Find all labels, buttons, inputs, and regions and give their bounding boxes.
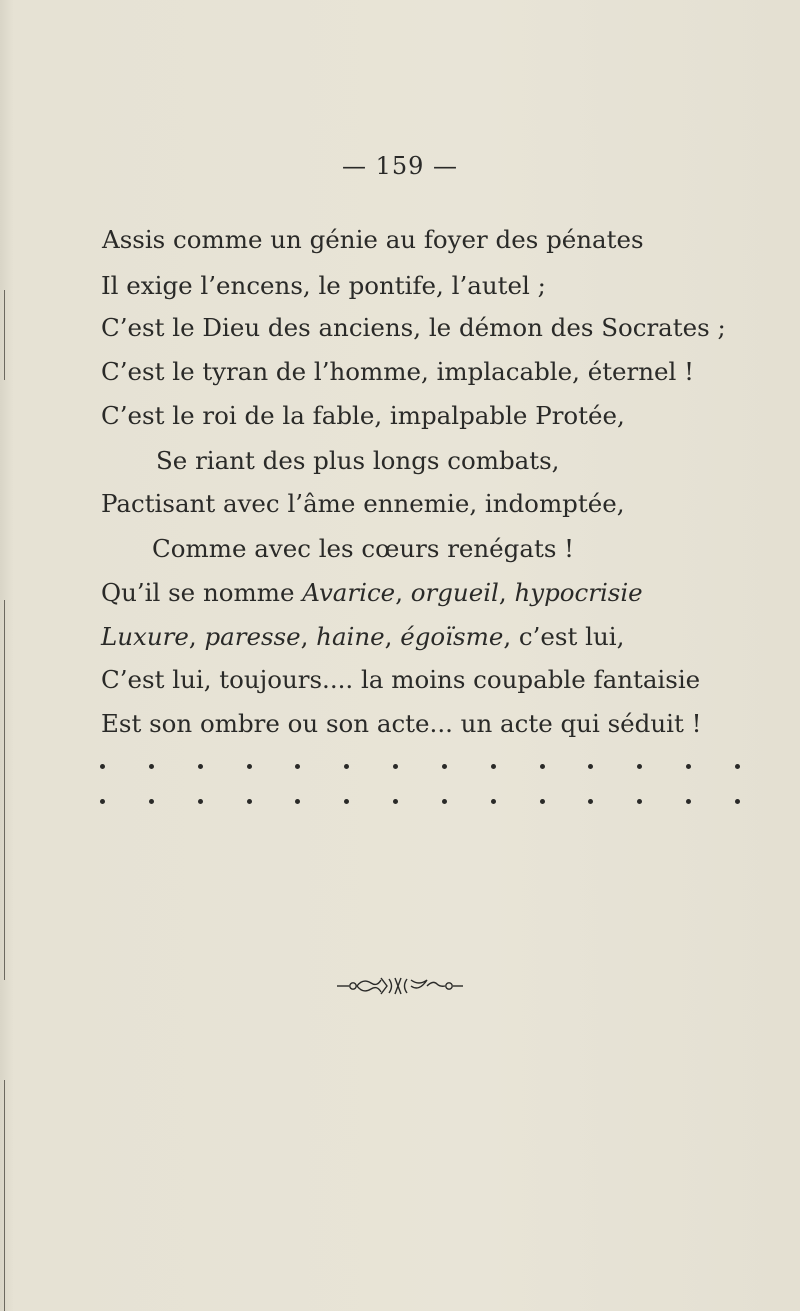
page-number: — 159 —	[341, 152, 459, 180]
dot	[735, 764, 740, 769]
dot	[637, 799, 642, 804]
verse-line-5: C’est le roi de la fable, impalpable Protée,	[101, 401, 625, 430]
dot	[344, 799, 349, 804]
vice-word: Avarice	[302, 578, 396, 607]
vice-word: égoïsme	[400, 622, 504, 651]
dot	[491, 799, 496, 804]
dot	[686, 799, 691, 804]
vice-word: orgueil	[410, 578, 499, 607]
dot	[637, 764, 642, 769]
vice-word: hypocrisie	[514, 578, 643, 607]
dot	[100, 764, 105, 769]
verse-text: ,	[498, 578, 515, 607]
dot	[540, 764, 545, 769]
vice-word: haine	[316, 622, 385, 651]
verse-text: , c’est lui,	[503, 622, 625, 651]
dot	[149, 799, 154, 804]
verse-text: ,	[188, 622, 205, 651]
dot	[393, 764, 398, 769]
dot	[247, 764, 252, 769]
dot	[393, 799, 398, 804]
page-edge-mark	[4, 1080, 5, 1311]
dot	[735, 799, 740, 804]
verse-line-1: Assis comme un génie au foyer des pénates	[102, 225, 644, 254]
ornament-icon	[0, 974, 800, 998]
verse-line-11: C’est lui, toujours.... la moins coupable fantaisie	[101, 665, 701, 694]
dot	[149, 764, 154, 769]
verse-text: ,	[395, 578, 411, 607]
verse-line-3: C’est le Dieu des anciens, le démon des Socrates ;	[101, 313, 726, 342]
verse-text: Qu’il se nomme	[101, 578, 303, 607]
dot	[198, 799, 203, 804]
verse-text: ,	[384, 622, 401, 651]
verse-line-8: Comme avec les cœurs renégats !	[152, 534, 575, 563]
verse-text: ,	[300, 622, 317, 651]
verse-line-12: Est son ombre ou son acte... un acte qui séduit !	[101, 709, 702, 738]
dot	[198, 764, 203, 769]
dot	[442, 799, 447, 804]
dot	[295, 764, 300, 769]
dot	[100, 799, 105, 804]
dot	[588, 764, 593, 769]
verse-line-2: Il exige l’encens, le pontife, l’autel ;	[101, 271, 546, 300]
vice-word: Luxure	[101, 622, 189, 651]
dot	[540, 799, 545, 804]
dot	[686, 764, 691, 769]
page-edge-mark	[4, 600, 5, 980]
verse-line-10	[0, 622, 800, 651]
verse-line-4: C’est le tyran de l’homme, implacable, éternel !	[101, 357, 695, 386]
tailpiece-icon	[335, 974, 465, 998]
vice-word: paresse	[204, 622, 301, 651]
dot	[491, 764, 496, 769]
dot	[588, 799, 593, 804]
verse-line-9	[0, 578, 800, 607]
dot	[442, 764, 447, 769]
verse-line-7: Pactisant avec l’âme ennemie, indomptée,	[101, 489, 625, 518]
verse-line-6: Se riant des plus longs combats,	[156, 446, 560, 475]
dot	[344, 764, 349, 769]
ellipsis-row-1	[100, 764, 740, 769]
dot	[295, 799, 300, 804]
ellipsis-row-2	[100, 799, 740, 804]
dot	[247, 799, 252, 804]
